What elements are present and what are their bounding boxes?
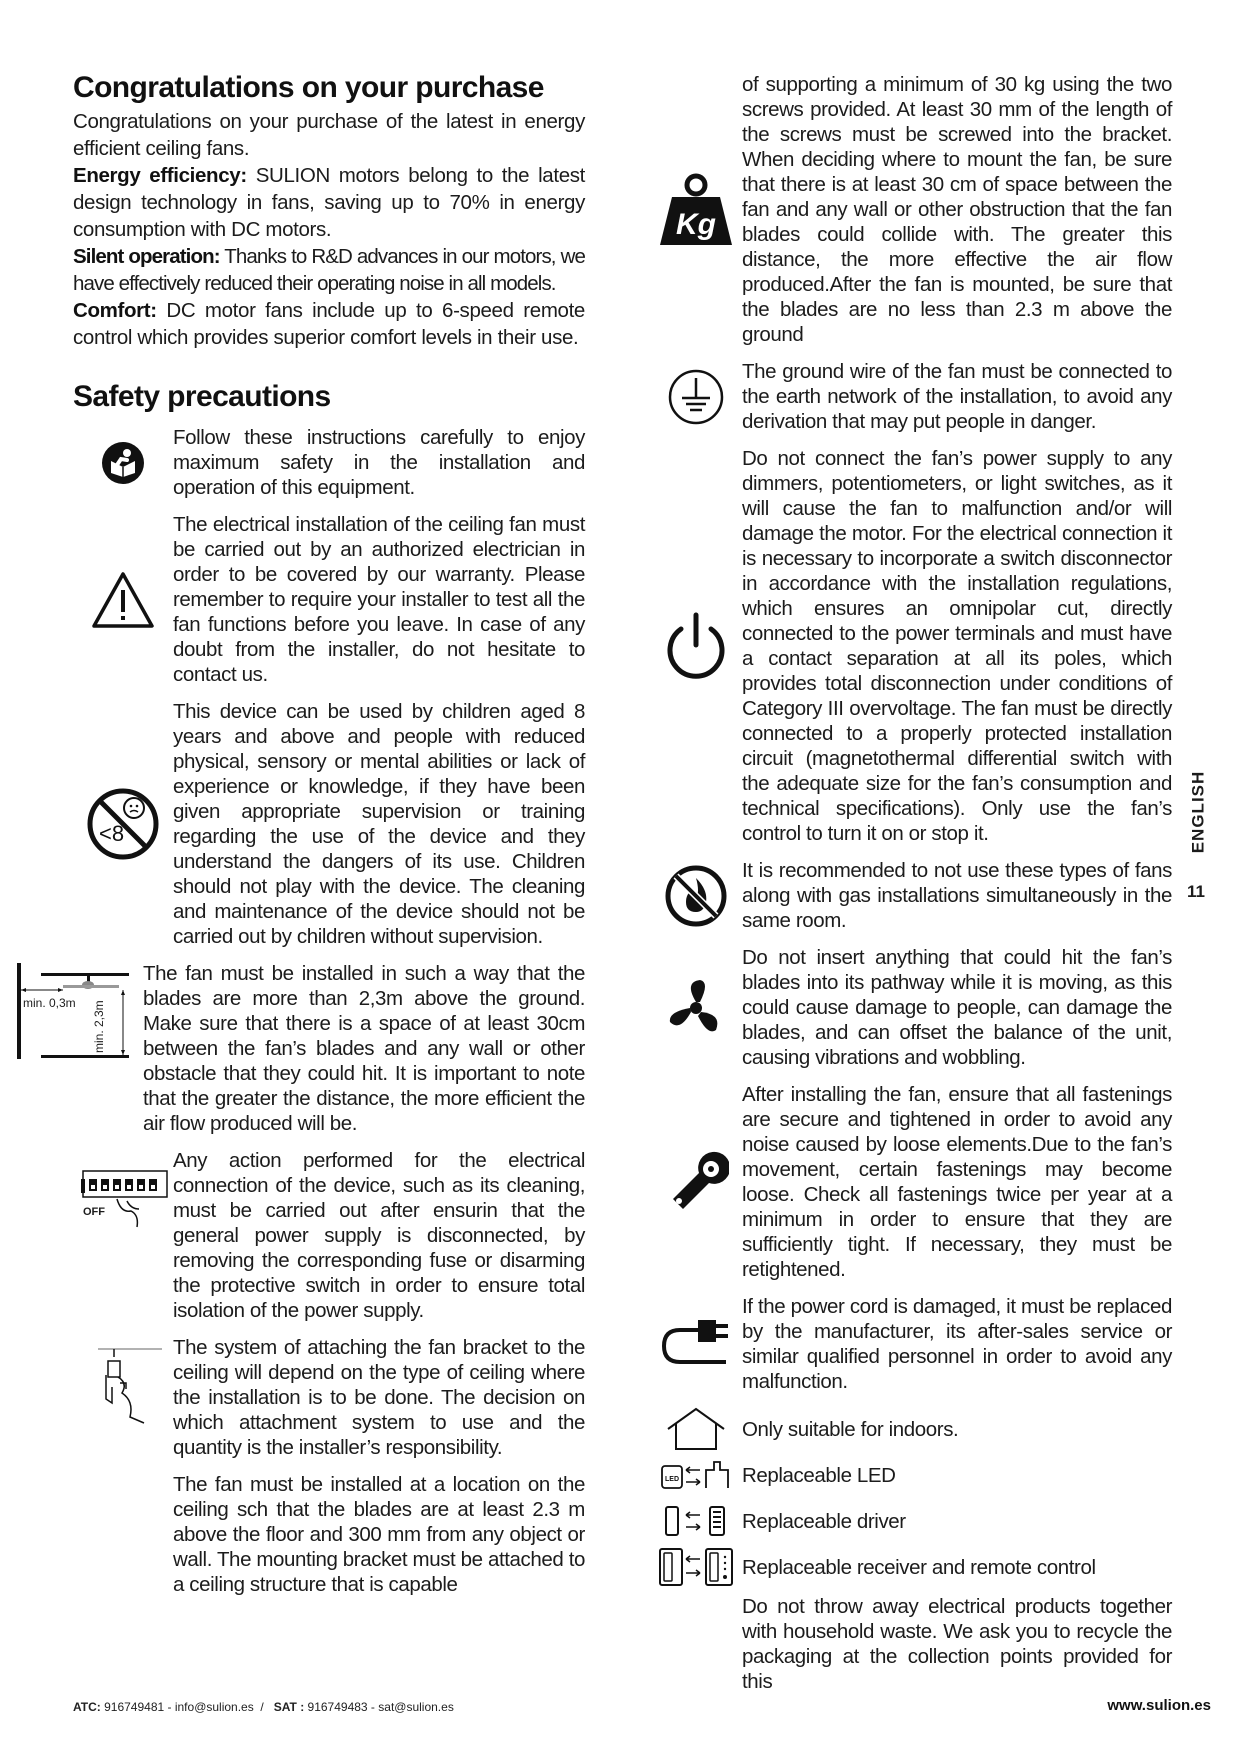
silent-label: Silent operation: (73, 245, 220, 268)
comfort-paragraph (73, 297, 585, 351)
led-text: Replaceable LED (742, 1463, 896, 1487)
no-fire-icon (650, 864, 742, 928)
sat-label: SAT : (273, 1700, 305, 1714)
right-text-4: It is recommended to not use these types of fans along with gas installations simultaneously in the same room. (742, 859, 1172, 932)
fan-blades-icon (650, 978, 742, 1038)
breaker-off-label: OFF (83, 1206, 105, 1218)
silent-paragraph (73, 243, 585, 297)
right-text-2: The ground wire of the fan must be connected to the earth network of the installation, to avoid any derivation that may put people in danger. (742, 360, 1172, 433)
ground-earth-icon (650, 368, 742, 426)
recycle-item (650, 1594, 1172, 1694)
intro-title: Congratulations on your purchase (73, 71, 544, 104)
right-item-gas (650, 858, 1172, 933)
right-text-5: Do not insert anything that could hit the fan’s blades into its pathway while it is moving, as this could cause damage to people, can damage the blades, and can offset the balance of the unit, causing vibrations and wobbling. (742, 946, 1172, 1069)
house-icon (650, 1407, 742, 1451)
right-item-power (650, 446, 1172, 846)
warning-triangle-icon (73, 570, 173, 630)
right-column (650, 72, 1172, 1694)
atc-value: 916749481 - info@sulion.es / (100, 1700, 274, 1714)
replaceable-led-icon (650, 1458, 742, 1492)
intro-paragraph: Congratulations on your purchase of the latest in energy efficient ceiling fans. (73, 110, 585, 160)
clearance-label-horizontal: min. 0,3m (23, 996, 76, 1010)
safety-text-1: Follow these instructions carefully to enjoy maximum safety in the installation and operation of this equipment. (173, 426, 585, 499)
energy-label: Energy efficiency: (73, 164, 247, 187)
indoor-text: Only suitable for indoors. (742, 1417, 959, 1441)
safety-text-3: This device can be used by children aged 8 years and above and people with reduced physical, sensory or mental abilities or lack of experience or knowledge, if they have been given appropriate supervision or training regarding the use of the device and they understand the dangers of its use. Children should not play with the device. The cleaning and maintenance of the device should not be carried out by children without supervision. (173, 700, 585, 948)
right-item-weight (650, 72, 1172, 347)
receiver-item (650, 1544, 1172, 1590)
right-item-blades (650, 945, 1172, 1070)
right-text-1: of supporting a minimum of 30 kg using the two screws provided. At least 30 mm of the length of the screws must be screwed into the bracket. When deciding where to mount the fan, be sure that there is at least 30 cm of space between the fan and any wall or other obstruction that the fan blades could collide with. The greater this distance, the more effective the air flow produced.After the fan is mounted, be sure that the blades are no less than 2.3 m above the ground (742, 73, 1172, 346)
intro-section (73, 108, 585, 351)
wrench-icon (650, 1149, 742, 1215)
safety-text-7: The fan must be installed at a location on the ceiling sch that the blades are at least 2.3 m above the floor and 300 mm from any object or wall. The mounting bracket must be attached to a ceiling structure that is capable (173, 1473, 585, 1596)
fan-clearance-icon (17, 963, 147, 1063)
safety-item-breaker (73, 1148, 585, 1323)
language-label: ENGLISH (1188, 770, 1207, 854)
power-cord-icon (650, 1318, 742, 1370)
safety-text-6: The system of attaching the fan bracket to the ceiling will depend on the type of ceiling where the installation is to be done. The decision on which attachment system to use and the quantity is the installer’s responsibility. (173, 1336, 585, 1459)
safety-item-bracket (73, 1335, 585, 1460)
safety-text-5: Any action performed for the electrical connection of the device, such as its cleaning, must be carried out after ensurin that the general power supply is disconnected, by removing the corresponding fuse or disarming the protective switch in order to ensure total isolation of the power supply. (173, 1149, 585, 1322)
power-icon (650, 611, 742, 681)
weight-kg-icon (650, 173, 742, 247)
right-text-3: Do not connect the fan’s power supply to any dimmers, potentiometers, or light switches, as it will cause the fan to malfunction and/or will damage the motor. For the electrical connection it is necessary to incorporate a switch disconnector in accordance with the installation regulations, which ensures an omnipolar cut, directly connected to the power terminals and must have a contact separation at all its poles, which provides total disconnection under conditions of Category III overvoltage. The fan must be directly connected to a properly protected installation circuit (magnetothermal differential switch with the adequate size for the fan’s consumption and technical specifications). Only use the fan’s control to turn it on or stop it. (742, 447, 1172, 845)
no-children-icon (73, 786, 173, 862)
right-text-6: After installing the fan, ensure that all fastenings are secure and tightened in order to avoid any noise caused by loose elements.Due to the fan’s movement, certain fastenings may become loose. Check all fastenings twice per year at a minimum in order to ensure that they are sufficiently tight. If necessary, they must be retightened. (742, 1083, 1172, 1281)
receiver-text: Replaceable receiver and remote control (742, 1555, 1096, 1579)
recycle-text: Do not throw away electrical products together with household waste. We ask you to recycle the packaging at the collection points provided for this (742, 1595, 1172, 1693)
weight-kg-label: Kg (676, 207, 716, 241)
page-number: 11 (1187, 882, 1205, 901)
energy-paragraph (73, 162, 585, 243)
safety-list (23, 425, 585, 1597)
footer-contact (73, 1700, 454, 1714)
right-item-ground (650, 359, 1172, 434)
led-chip-label: LED (665, 1476, 679, 1483)
replaceable-list (650, 1406, 1172, 1694)
ceiling-drill-icon (73, 1343, 173, 1427)
replaceable-receiver-icon (650, 1547, 742, 1587)
safety-text-4: The fan must be installed in such a way that the blades are more than 2,3m above the ground. Make sure that there is a space of at least 30cm between the fan’s blades and any wall or other obstacle that they could hit. It is important to note that the greater the distance, the more efficient the air flow produced will be. (143, 962, 585, 1135)
sat-value: 916749483 - sat@sulion.es (304, 1700, 454, 1714)
safety-title: Safety precautions (73, 380, 331, 413)
energy-text: SULION motors belong to the latest design technology in fans, saving up to 70% in energy consumption with DC motors. (73, 164, 586, 241)
replaceable-driver-icon (650, 1503, 742, 1539)
safety-text-2: The electrical installation of the ceiling fan must be carried out by an authorized electrician in order to be covered by our warranty. Please remember to require your installer to test all the fan functions before you leave. In case of any doubt from the installer, do not hesitate to contact us. (173, 513, 585, 686)
breaker-off-icon (73, 1160, 173, 1240)
right-item-fastenings (650, 1082, 1172, 1282)
led-item (650, 1452, 1172, 1498)
indoor-item (650, 1406, 1172, 1452)
right-item-cord (650, 1294, 1172, 1394)
comfort-label: Comfort: (73, 299, 157, 322)
read-manual-icon (73, 441, 173, 485)
right-text-7: If the power cord is damaged, it must be replaced by the manufacturer, its after-sales service or similar qualified personnel in order to avoid any malfunction. (742, 1295, 1172, 1393)
safety-item-manual (73, 425, 585, 500)
safety-item-clearance (23, 961, 585, 1136)
language-tab (1188, 762, 1208, 862)
comfort-text: DC motor fans include up to 6-speed remote control which provides superior comfort levels in their use. (73, 299, 585, 349)
driver-item (650, 1498, 1172, 1544)
silent-text: Thanks to R&D advances in our motors, we have effectively reduced their operating noise in all models. (73, 245, 585, 295)
driver-text: Replaceable driver (742, 1509, 906, 1533)
atc-label: ATC: (73, 1700, 101, 1714)
safety-item-warning (73, 512, 585, 687)
left-column (23, 70, 586, 1597)
clearance-label-vertical: min. 2,3m (92, 1000, 106, 1053)
svg-text:<8: <8 (99, 821, 125, 846)
safety-item-location (73, 1472, 585, 1597)
website-link[interactable]: www.sulion.es (1107, 1697, 1211, 1714)
safety-item-children (73, 699, 585, 949)
